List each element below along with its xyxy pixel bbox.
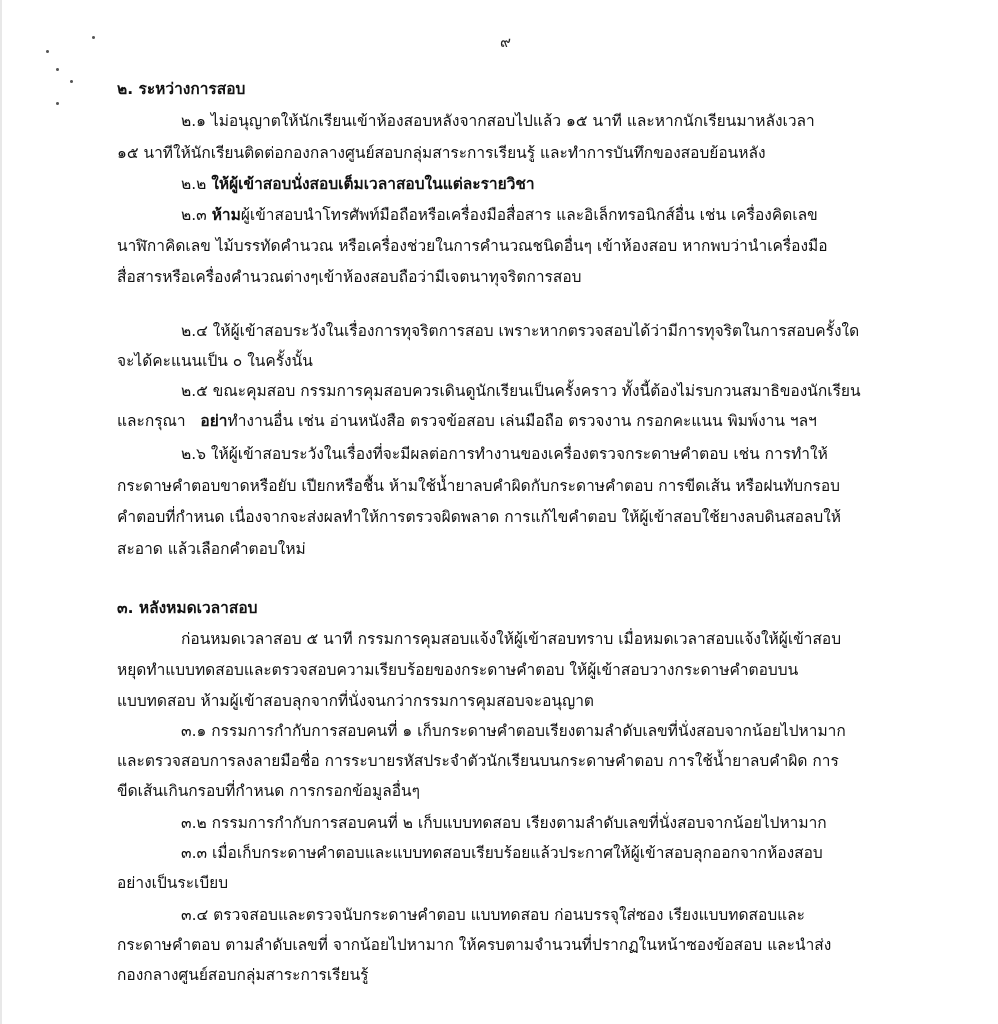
item-2-1-line-2: ๑๕ นาทีให้นักเรียนติดต่อกองกลางศูนย์สอบกลุ่มสาระการเรียนรู้ และทำการบันทึกของสอบย้อนหลัง: [117, 144, 766, 162]
item-2-5-dont-word: อย่า: [200, 412, 228, 430]
item-2-2-number: ๒.๒: [181, 175, 207, 193]
scan-speck: [46, 50, 49, 53]
item-2-3-line-1: [181, 204, 818, 226]
scan-speck: [56, 68, 59, 71]
scan-speck: [56, 102, 59, 105]
section-3-intro-line-2: หยุดทำแบบทดสอบและตรวจสอบความเรียบร้อยของกระดาษคำตอบ ให้ผู้เข้าสอบวางกระดาษคำตอบบน: [117, 661, 799, 679]
item-3-3-line-2: อย่างเป็นระเบียบ: [117, 874, 229, 892]
item-2-3-prohibit-word: ห้าม: [211, 206, 241, 224]
item-2-3-number: ๒.๓: [181, 206, 207, 224]
item-3-2-line-1: ๓.๒ กรรมการกำกับการสอบคนที่ ๒ เก็บแบบทดสอบ เรียงตามลำดับเลขที่นั่งสอบจากน้อยไปหามาก: [181, 814, 827, 832]
item-2-1-line-1: ๒.๑ ไม่อนุญาตให้นักเรียนเข้าห้องสอบหลังจากสอบไปแล้ว ๑๕ นาที และหากนักเรียนมาหลังเวลา: [181, 112, 815, 130]
section-3-intro-line-1: ก่อนหมดเวลาสอบ ๕ นาที กรรมการคุมสอบแจ้งให้ผู้เข้าสอบทราบ เมื่อหมดเวลาสอบแจ้งให้ผู้เข้าสอบ: [181, 630, 842, 648]
item-3-4-line-3: กองกลางศูนย์สอบกลุ่มสาระการเรียนรู้: [117, 966, 369, 984]
item-3-1-line-3: ขีดเส้นเกินกรอบที่กำหนด การกรอกข้อมูลอื่นๆ: [117, 782, 420, 800]
item-2-2: [181, 173, 535, 195]
item-2-4-line-1: ๒.๔ ให้ผู้เข้าสอบระวังในเรื่องการทุจริตการสอบ เพราะหากตรวจสอบได้ว่ามีการทุจริตในการสอบครั้งใด: [181, 322, 860, 340]
scan-speck: [70, 80, 73, 83]
item-3-1-line-2: และตรวจสอบการลงลายมือชื่อ การระบายรหัสประจำตัวนักเรียนบนกระดาษคำตอบ การใช้น้ำยาลบคำผิด การ: [117, 752, 839, 770]
item-3-4-line-2: กระดาษคำตอบ ตามลำดับเลขที่ จากน้อยไปหามาก ให้ครบตามจำนวนที่ปรากฏในหน้าซองข้อสอบ และนำส่ง: [117, 936, 832, 954]
item-2-5-line-2-start: และกรุณา: [117, 412, 201, 430]
item-2-5-line-2-rest: ทำงานอื่น เช่น อ่านหนังสือ ตรวจข้อสอบ เล่นมือถือ ตรวจงาน กรอกคะแนน พิมพ์งาน ฯลฯ: [227, 412, 817, 430]
scan-speck: [92, 36, 95, 39]
item-2-3-line-3: สื่อสารหรือเครื่องคำนวณต่างๆเข้าห้องสอบถือว่ามีเจตนาทุจริตการสอบ: [117, 268, 582, 286]
section-2-heading: ๒. ระหว่างการสอบ: [117, 80, 246, 98]
item-2-6-line-2: กระดาษคำตอบขาดหรือยับ เปียกหรือชื้น ห้ามใช้น้ำยาลบคำผิดกับกระดาษคำตอบ การขีดเส้น หรือฝนทับกรอบ: [117, 477, 840, 495]
item-2-6-line-1: ๒.๖ ให้ผู้เข้าสอบระวังในเรื่องที่จะมีผลต่อการทำงานของเครื่องตรวจกระดาษคำตอบ เช่น การทำให้: [181, 445, 828, 463]
item-2-3-line-1-rest: ผู้เข้าสอบนำโทรศัพท์มือถือหรือเครื่องมือสื่อสาร และอิเล็กทรอนิกส์อื่น เช่น เครื่องคิดเลข: [240, 206, 818, 224]
scan-edge: [0, 0, 2, 1024]
item-2-5-line-1: ๒.๕ ขณะคุมสอบ กรรมการคุมสอบควรเดินดูนักเรียนเป็นครั้งคราว ทั้งนี้ต้องไม่รบกวนสมาธิของนักเรียน: [181, 382, 861, 400]
item-2-2-text: ให้ผู้เข้าสอบนั่งสอบเต็มเวลาสอบในแต่ละรายวิชา: [211, 175, 535, 193]
page-number: ๙: [500, 33, 511, 51]
section-3-intro-line-3: แบบทดสอบ ห้ามผู้เข้าสอบลุกจากที่นั่งจนกว่ากรรมการคุมสอบจะอนุญาต: [117, 692, 594, 710]
item-2-6-line-4: สะอาด แล้วเลือกคำตอบใหม่: [117, 540, 306, 558]
item-3-4-line-1: ๓.๔ ตรวจสอบและตรวจนับกระดาษคำตอบ แบบทดสอบ ก่อนบรรจุใส่ซอง เรียงแบบทดสอบและ: [181, 906, 805, 924]
item-2-3-line-2: นาฬิกาคิดเลข ไม้บรรทัดคำนวณ หรือเครื่องช่วยในการคำนวณชนิดอื่นๆ เข้าห้องสอบ หากพบว่านำเครื่องมือ: [117, 237, 828, 255]
item-3-1-line-1: ๓.๑ กรรมการกำกับการสอบคนที่ ๑ เก็บกระดาษคำตอบเรียงตามลำดับเลขที่นั่งสอบจากน้อยไปหามาก: [181, 722, 846, 740]
item-2-6-line-3: คำตอบที่กำหนด เนื่องจากจะส่งผลทำให้การตรวจผิดพลาด การแก้ไขคำตอบ ให้ผู้เข้าสอบใช้ยางลบดินสอลบให้: [117, 508, 842, 526]
item-3-3-line-1: ๓.๓ เมื่อเก็บกระดาษคำตอบและแบบทดสอบเรียบร้อยแล้วประกาศให้ผู้เข้าสอบลุกออกจากห้องสอบ: [181, 844, 823, 862]
item-2-4-line-2: จะได้คะแนนเป็น ๐ ในครั้งนั้น: [117, 352, 313, 370]
item-2-5-line-2: [117, 410, 817, 432]
section-3-heading: ๓. หลังหมดเวลาสอบ: [117, 599, 258, 617]
